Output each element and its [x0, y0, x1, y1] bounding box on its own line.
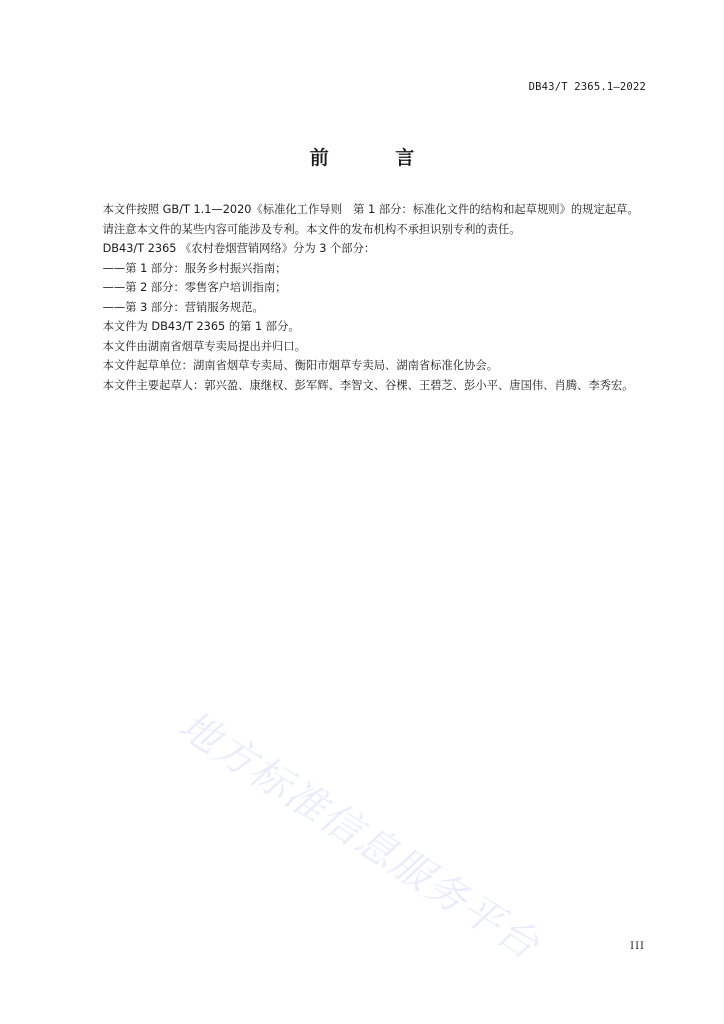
paragraph-patent-notice: 请注意本文件的某些内容可能涉及专利。本文件的发布机构不承担识别专利的责任。: [102, 222, 521, 236]
paragraph-drafters: 本文件主要起草人：郭兴盈、康继权、彭军辉、李智文、谷棵、王碧芝、彭小平、唐国伟、肖腾、李秀宏。: [102, 378, 634, 392]
watermark: 地方标准信息服务平台: [170, 702, 548, 970]
foreword-body: [80, 200, 648, 395]
document-code: DB43/T 2365.1—2022: [528, 81, 646, 93]
paragraph-part-1: ——第 1 部分：服务乡村振兴指南；: [102, 261, 287, 275]
paragraph-part-2: ——第 2 部分：零售客户培训指南；: [102, 281, 287, 294]
paragraph-part-3: ——第 3 部分：营销服务规范。: [102, 300, 264, 314]
paragraph-drafting-rules: 本文件按照 GB/T 1.1—2020《标准化工作导则 第 1 部分：标准化文件的结构和起草规则》的规定起草。: [102, 203, 639, 216]
paragraph-drafting-units: 本文件起草单位：湖南省烟草专卖局、衡阳市烟草专卖局、湖南省标准化协会。: [102, 359, 498, 372]
paragraph-proposer: 本文件由湖南省烟草专卖局提出并归口。: [102, 339, 306, 353]
paragraph-parts-intro: DB43/T 2365 《农村卷烟营销网络》分为 3 个部分：: [102, 242, 376, 255]
paragraph-this-part: 本文件为 DB43/T 2365 的第 1 部分。: [102, 320, 300, 333]
page-title: 前 言: [309, 147, 445, 169]
page-number: III: [630, 941, 645, 952]
